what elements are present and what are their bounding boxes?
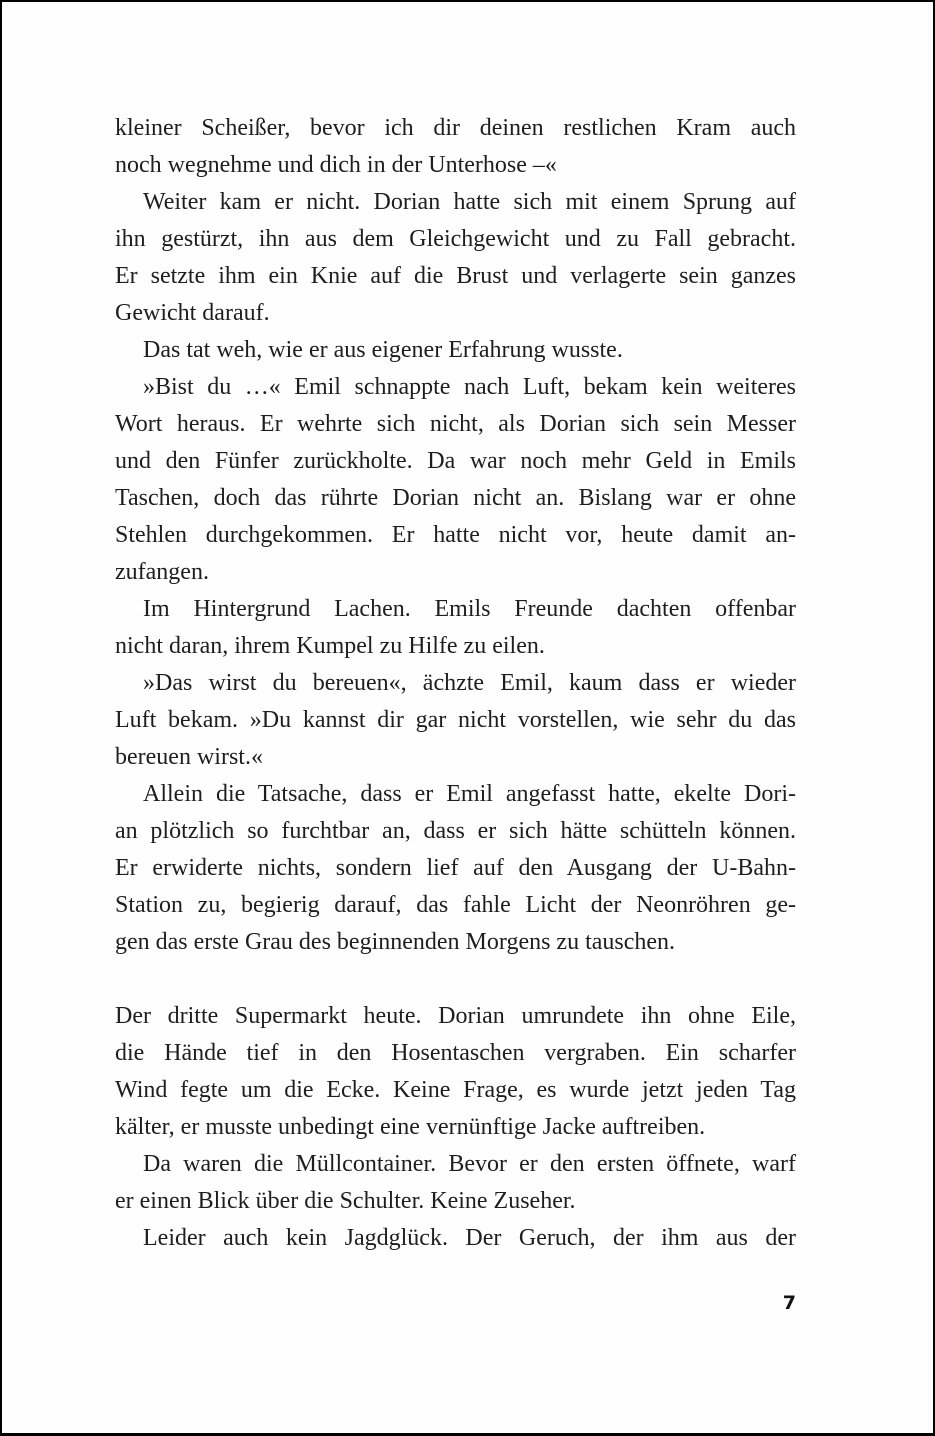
text-line: Allein die Tatsache, dass er Emil angefasst hatte, ekelte Dori- xyxy=(143,781,796,807)
text-line: Da waren die Müllcontainer. Bevor er den ersten öffnete, warf xyxy=(143,1151,796,1177)
text-line: Wort heraus. Er wehrte sich nicht, als Dorian sich sein Messer xyxy=(115,411,796,437)
text-line: und den Fünfer zurückholte. Da war noch mehr Geld in Emils xyxy=(115,448,796,474)
text-line: Im Hintergrund Lachen. Emils Freunde dachten offenbar xyxy=(143,596,796,622)
text-line: Er erwiderte nichts, sondern lief auf den Ausgang der U-Bahn- xyxy=(115,855,796,881)
text-line: Taschen, doch das rührte Dorian nicht an. Bislang war er ohne xyxy=(115,485,796,511)
text-line: Wind fegte um die Ecke. Keine Frage, es wurde jetzt jeden Tag xyxy=(115,1077,796,1103)
text-line: Luft bekam. »Du kannst dir gar nicht vorstellen, wie sehr du das xyxy=(115,707,796,733)
text-line: zufangen. xyxy=(115,559,209,585)
text-line: die Hände tief in den Hosentaschen vergraben. Ein scharfer xyxy=(115,1040,796,1066)
text-line: Stehlen durchgekommen. Er hatte nicht vor, heute damit an- xyxy=(115,522,796,548)
text-line: kleiner Scheißer, bevor ich dir deinen restlichen Kram auch xyxy=(115,115,796,141)
text-line: bereuen wirst.« xyxy=(115,744,263,770)
text-line: Leider auch kein Jagdglück. Der Geruch, der ihm aus der xyxy=(143,1225,796,1251)
text-line: »Bist du …« Emil schnappte nach Luft, bekam kein weiteres xyxy=(143,374,796,400)
text-line: Weiter kam er nicht. Dorian hatte sich mit einem Sprung auf xyxy=(143,189,796,215)
text-line: Er setzte ihm ein Knie auf die Brust und verlagerte sein ganzes xyxy=(115,263,796,289)
text-line: er einen Blick über die Schulter. Keine Zuseher. xyxy=(115,1188,576,1214)
text-line: nicht daran, ihrem Kumpel zu Hilfe zu eilen. xyxy=(115,633,545,659)
text-line: Gewicht darauf. xyxy=(115,300,270,326)
text-line: kälter, er musste unbedingt eine vernünftige Jacke auftreiben. xyxy=(115,1114,706,1140)
text-line: Das tat weh, wie er aus eigener Erfahrung wusste. xyxy=(143,337,623,363)
text-line: gen das erste Grau des beginnenden Morgens zu tauschen. xyxy=(115,929,676,955)
text-line: noch wegnehme und dich in der Unterhose –« xyxy=(115,152,557,178)
text-block xyxy=(115,110,796,1257)
text-line: ihn gestürzt, ihn aus dem Gleichgewicht und zu Fall gebracht. xyxy=(115,226,796,252)
text-line: »Das wirst du bereuen«, ächzte Emil, kaum dass er wieder xyxy=(143,670,796,696)
text-line: Der dritte Supermarkt heute. Dorian umrundete ihn ohne Eile, xyxy=(115,1003,796,1029)
text-line: an plötzlich so furchtbar an, dass er sich hätte schütteln können. xyxy=(115,818,796,844)
page-number: 7 xyxy=(782,1292,796,1314)
text-line: Station zu, begierig darauf, das fahle Licht der Neonröhren ge- xyxy=(115,892,796,918)
